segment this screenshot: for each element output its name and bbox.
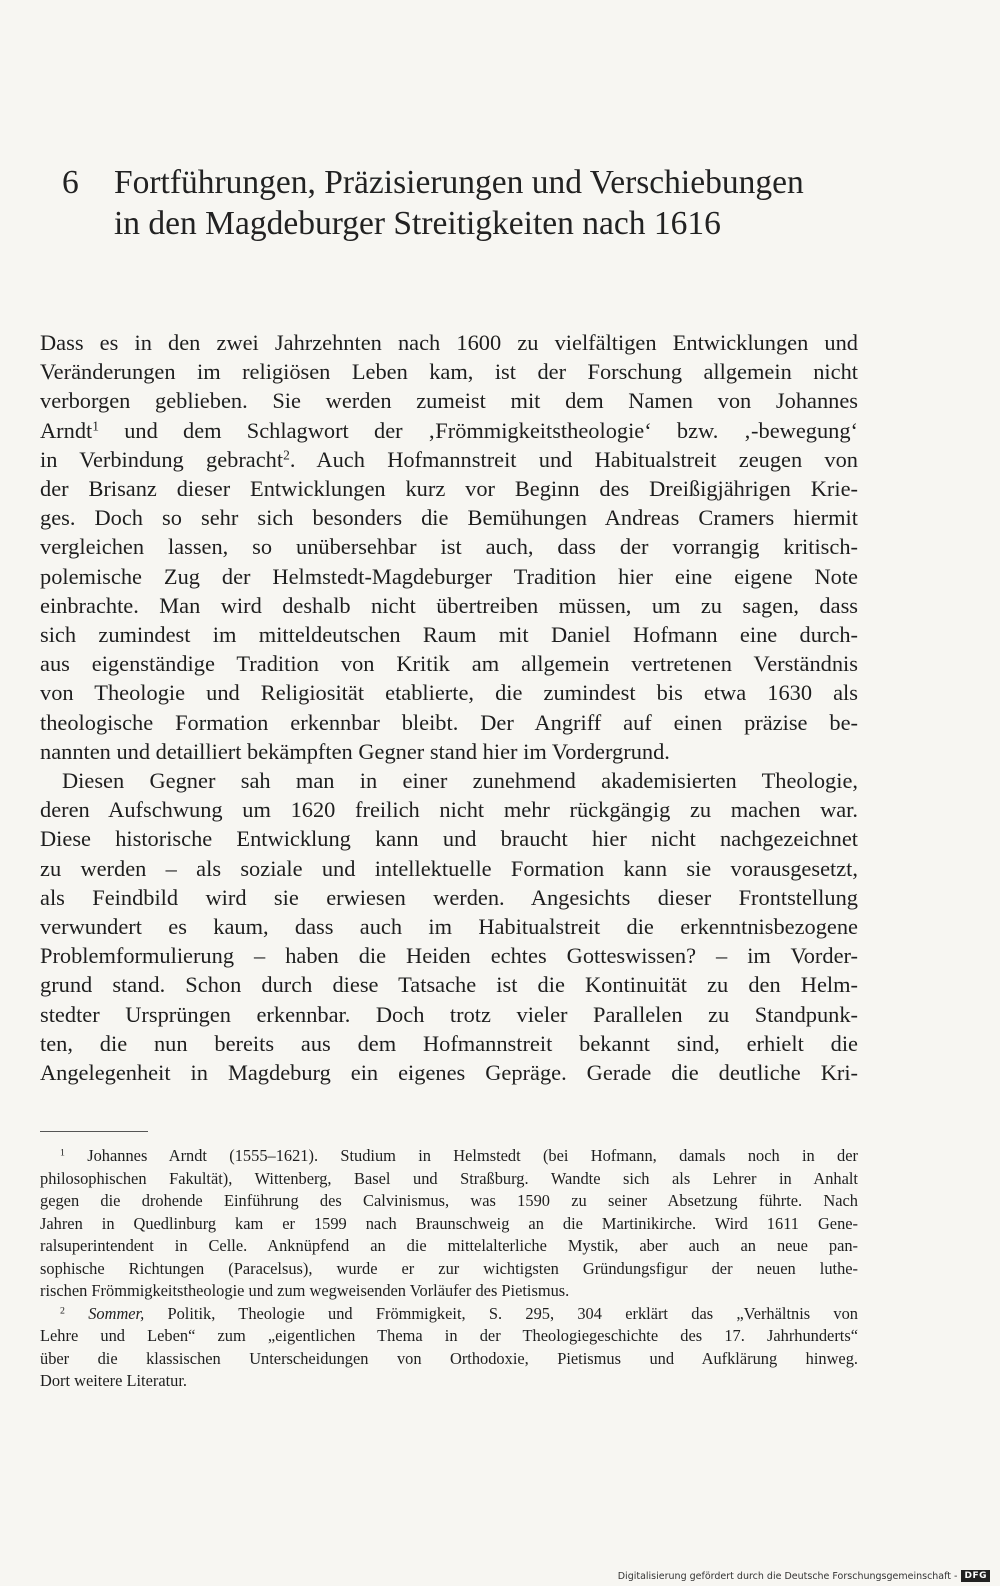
footnote-ref-2: 2: [283, 447, 290, 463]
body-line: stedter Ursprüngen erkennbar. Doch trotz vieler Parallelen zu Standpunk-: [40, 1001, 858, 1027]
dfg-logo: DFG: [961, 1570, 990, 1582]
footnote-1: [40, 1145, 858, 1168]
body-line: vergleichen lassen, so unübersehbar ist auch, dass der vorrangig kritisch-: [40, 534, 858, 560]
footnote-line: sophische Richtungen (Paracelsus), wurde er zur wichtigsten Gründungsfigur der neuen luthe-: [40, 1258, 858, 1278]
footnote-line: Jahren in Quedlinburg kam er 1599 nach Braunschweig an die Martinikirche. Wird 1611 Gene-: [40, 1213, 858, 1233]
chapter-heading: [62, 162, 862, 244]
body-line: sich zumindest im mitteldeutschen Raum mit Daniel Hofmann eine durch-: [40, 622, 858, 648]
body-line: der Brisanz dieser Entwicklungen kurz vor Beginn des Dreißigjährigen Krie-: [40, 476, 858, 502]
footnote-author: Sommer,: [88, 1303, 145, 1323]
body-line: verborgen geblieben. Sie werden zumeist mit dem Namen von Johannes: [40, 388, 858, 414]
footnotes: [40, 1145, 858, 1393]
body-line: einbrachte. Man wird deshalb nicht übertreiben müssen, um zu sagen, dass: [40, 592, 858, 618]
body-line: nannten und detailliert bekämpften Gegner stand hier im Vordergrund.: [40, 738, 670, 764]
digitization-footer: [618, 1570, 990, 1582]
footnote-2: [40, 1303, 858, 1326]
body-line: theologische Formation erkennbar bleibt. Der Angriff auf einen präzise be-: [40, 709, 858, 735]
chapter-title-line-2: in den Magdeburger Streitigkeiten nach 1616: [114, 205, 721, 242]
footnote-divider: [40, 1131, 148, 1132]
body-line: Diese historische Entwicklung kann und braucht hier nicht nachgezeichnet: [40, 826, 858, 852]
body-line: als Feindbild wird sie erwiesen werden. Angesichts dieser Frontstellung: [40, 884, 858, 910]
footnote-ref-1: 1: [92, 418, 99, 434]
footnote-line: Lehre und Leben“ zum „eigentlichen Thema in der Theologiegeschichte des 17. Jahrhunderts“: [40, 1326, 858, 1345]
body-line: Veränderungen im religiösen Leben kam, ist der Forschung allgemein nicht: [40, 359, 858, 385]
footnote-text: Johannes Arndt (1555–1621). Studium in Helmstedt (bei Hofmann, damals noch in der: [87, 1146, 858, 1165]
chapter-number: 6: [62, 164, 79, 201]
body-line: [40, 445, 858, 474]
body-line: grund stand. Schon durch diese Tatsache ist die Kontinuität zu den Helm-: [40, 972, 858, 998]
body-line: aus eigenständige Tradition von Kritik am allgemein vertretenen Verständnis: [40, 651, 858, 677]
footnote-line: Dort weitere Literatur.: [40, 1371, 187, 1390]
body-line: ten, die nun bereits aus dem Hofmannstreit bekannt sind, erhielt die: [40, 1030, 858, 1056]
body-line: Problemformulierung – haben die Heiden echtes Gotteswissen? – im Vorder-: [40, 943, 858, 969]
body-line: Angelegenheit in Magdeburg ein eigenes Gepräge. Gerade die deutliche Kri-: [40, 1060, 858, 1086]
chapter-title-line-1: Fortführungen, Präzisierungen und Verschiebungen: [114, 164, 804, 201]
footnote-marker: 1: [60, 1147, 65, 1159]
body-line: deren Aufschwung um 1620 freilich nicht mehr rückgängig zu machen war.: [40, 797, 858, 823]
body-line: ges. Doch so sehr sich besonders die Bemühungen Andreas Cramers hiermit: [40, 505, 858, 531]
body-line: Diesen Gegner sah man in einer zunehmend akademisierten Theologie,: [62, 768, 858, 794]
body-line-part: und dem Schlagwort der ‚Frömmigkeitstheologie‘ bzw. ‚-bewegung‘: [98, 417, 858, 443]
body-line-part: . Auch Hofmannstreit und Habitualstreit zeugen von: [289, 446, 858, 472]
body-line: von Theologie und Religiosität etablierte, die zumindest bis etwa 1630 als: [40, 680, 858, 706]
body-line: zu werden – als soziale und intellektuelle Formation kann sie vorausgesetzt,: [40, 855, 858, 881]
footnote-line: über die klassischen Unterscheidungen von Orthodoxie, Pietismus und Aufklärung hinweg.: [40, 1348, 858, 1368]
body-line-part: in Verbindung gebracht: [40, 446, 284, 472]
body-line: Dass es in den zwei Jahrzehnten nach 1600 zu vielfältigen Entwicklungen und: [40, 330, 858, 355]
body-line: [40, 416, 858, 445]
body-text: [40, 328, 858, 1087]
footnote-line: rischen Frömmigkeitstheologie und zum wegweisenden Vorläufer des Pietismus.: [40, 1281, 570, 1300]
body-line: polemische Zug der Helmstedt-Magdeburger Tradition hier eine eigene Note: [40, 563, 858, 589]
footer-text: Digitalisierung gefördert durch die Deutsche Forschungsgemeinschaft -: [617, 1570, 958, 1582]
footnote-line: philosophischen Fakultät), Wittenberg, Basel und Straßburg. Wandte sich als Lehrer in Anhalt: [40, 1168, 858, 1188]
body-line-part: Arndt: [40, 417, 93, 443]
body-line: verwundert es kaum, dass auch im Habitualstreit die erkenntnisbezogene: [40, 914, 858, 940]
footnote-marker: 2: [60, 1305, 65, 1317]
footnote-line: ralsuperintendent in Celle. Anknüpfend an die mittelalterliche Mystik, aber auch an neue pan-: [40, 1236, 858, 1255]
footnote-text: Politik, Theologie und Frömmigkeit, S. 295, 304 erklärt das „Verhältnis von: [144, 1303, 858, 1323]
footnote-line: gegen die drohende Einführung des Calvinismus, was 1590 zu seiner Absetzung führte. Nach: [40, 1191, 858, 1210]
